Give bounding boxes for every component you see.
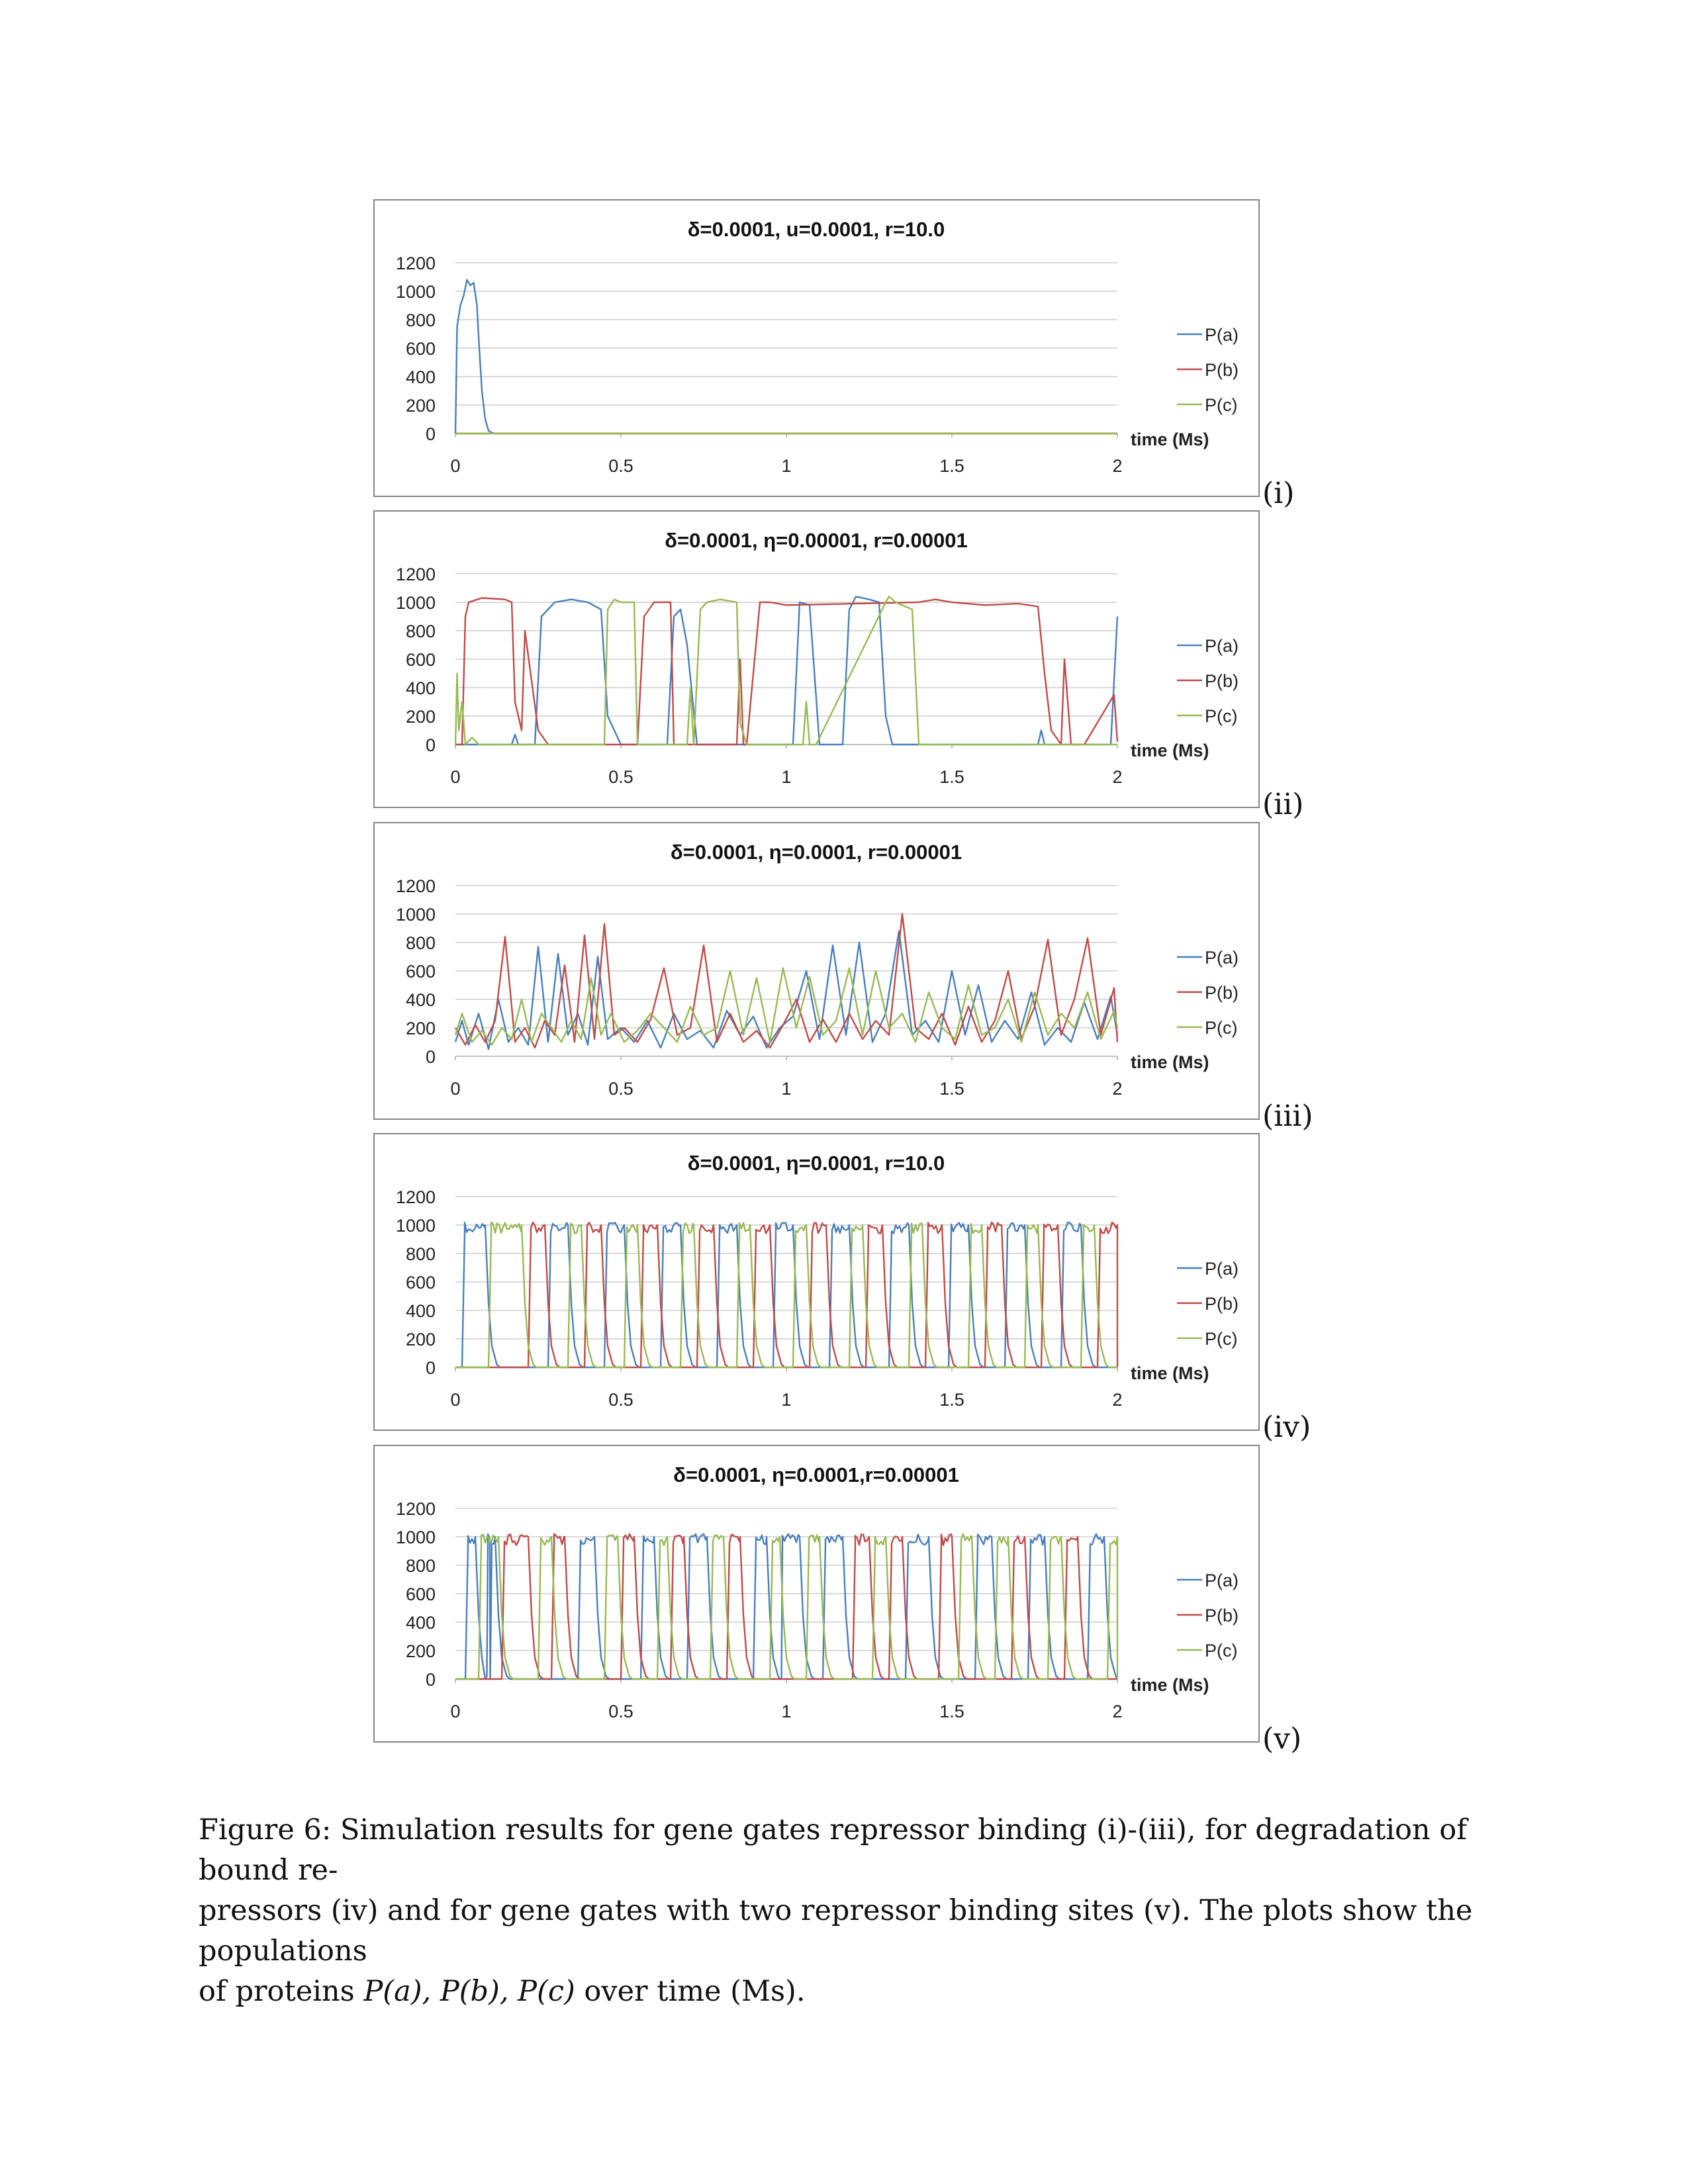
- x-axis-label: time (Ms): [1131, 1675, 1209, 1695]
- x-tick-label: 1.5: [939, 1702, 964, 1721]
- legend-label: P(c): [1205, 706, 1238, 726]
- y-tick-label: 0: [425, 1670, 436, 1690]
- x-tick-label: 0: [450, 1390, 461, 1410]
- panel-label: (iii): [1262, 1099, 1313, 1133]
- y-tick-label: 1000: [395, 593, 436, 613]
- x-tick-label: 0.5: [608, 1702, 633, 1721]
- y-tick-label: 200: [405, 396, 436, 416]
- x-tick-label: 0: [450, 767, 461, 787]
- panel-label: (iv): [1262, 1410, 1311, 1444]
- legend-label: P(a): [1205, 325, 1239, 345]
- chart-title: δ=0.0001, η=0.0001,r=0.00001: [673, 1463, 959, 1486]
- y-tick-label: 400: [405, 1301, 436, 1321]
- x-axis-label: time (Ms): [1131, 1363, 1209, 1383]
- y-tick-label: 1200: [395, 253, 436, 273]
- caption-line-2: pressors (iv) and for gene gates with two repressor binding sites (v). The plots show the populations: [199, 1894, 1473, 1968]
- x-tick-label: 1: [781, 767, 792, 787]
- y-tick-label: 0: [425, 735, 436, 755]
- panel-label: (i): [1262, 477, 1295, 510]
- x-tick-label: 1.5: [939, 767, 964, 787]
- x-tick-label: 2: [1112, 1702, 1123, 1721]
- legend-label: P(c): [1205, 1018, 1238, 1038]
- panel-label: (ii): [1262, 788, 1304, 821]
- legend-label: P(a): [1205, 1570, 1239, 1590]
- chart-title: δ=0.0001, u=0.0001, r=10.0: [687, 218, 945, 241]
- x-tick-label: 0.5: [608, 456, 633, 476]
- y-tick-label: 1000: [395, 1216, 436, 1236]
- x-tick-label: 2: [1112, 767, 1123, 787]
- x-tick-label: 1: [781, 456, 792, 476]
- x-axis-label: time (Ms): [1131, 1052, 1209, 1072]
- chart-panel-v: [374, 1445, 1301, 1756]
- x-axis-label: time (Ms): [1131, 430, 1209, 449]
- y-tick-label: 400: [405, 678, 436, 698]
- y-tick-label: 1200: [395, 876, 436, 896]
- legend-label: P(b): [1205, 671, 1239, 691]
- legend-label: P(a): [1205, 1259, 1239, 1279]
- legend-label: P(a): [1205, 948, 1239, 968]
- legend-label: P(c): [1205, 1329, 1238, 1349]
- caption-line-1: [199, 1810, 1489, 1891]
- x-tick-label: 1: [781, 1079, 792, 1099]
- chart-panel-ii: [374, 511, 1303, 821]
- caption-line3-prefix: of proteins: [199, 1975, 364, 2008]
- x-tick-label: 0.5: [608, 767, 633, 787]
- y-tick-label: 800: [405, 310, 436, 330]
- y-tick-label: 400: [405, 990, 436, 1010]
- x-tick-label: 0.5: [608, 1079, 633, 1099]
- chart-title: δ=0.0001, η=0.0001, r=10.0: [687, 1152, 945, 1175]
- chart-panel-i: [374, 200, 1294, 510]
- y-tick-label: 400: [405, 367, 436, 387]
- y-tick-label: 0: [425, 424, 436, 444]
- y-tick-label: 1000: [395, 282, 436, 302]
- chart-panel-iii: [374, 823, 1313, 1133]
- x-tick-label: 2: [1112, 1390, 1123, 1410]
- x-tick-label: 1.5: [939, 1390, 964, 1410]
- legend-label: P(b): [1205, 983, 1239, 1003]
- y-tick-label: 800: [405, 1556, 436, 1576]
- x-tick-label: 0: [450, 1079, 461, 1099]
- legend-label: P(a): [1205, 636, 1239, 656]
- y-tick-label: 1200: [395, 1187, 436, 1207]
- caption-label: Figure 6:: [199, 1813, 332, 1846]
- x-tick-label: 1.5: [939, 456, 964, 476]
- y-tick-label: 0: [425, 1358, 436, 1378]
- y-tick-label: 200: [405, 1019, 436, 1038]
- y-tick-label: 600: [405, 650, 436, 670]
- y-tick-label: 200: [405, 1330, 436, 1349]
- y-tick-label: 600: [405, 339, 436, 359]
- panel-label: (v): [1262, 1722, 1302, 1756]
- legend-label: P(c): [1205, 395, 1238, 415]
- caption-line-3: [199, 1972, 1489, 2012]
- y-tick-label: 1200: [395, 565, 436, 584]
- y-tick-label: 600: [405, 1584, 436, 1604]
- caption-line1-text: Simulation results for gene gates repressor binding (i)-(iii), for degradation of bound re-: [199, 1813, 1468, 1887]
- y-tick-label: 800: [405, 1244, 436, 1264]
- chart-panel-iv: [374, 1134, 1311, 1444]
- legend-label: P(b): [1205, 360, 1239, 380]
- y-tick-label: 1000: [395, 1527, 436, 1547]
- caption-line3-suffix: over time (Ms).: [575, 1975, 806, 2008]
- legend-label: P(b): [1205, 1606, 1239, 1625]
- x-axis-label: time (Ms): [1131, 741, 1209, 760]
- x-tick-label: 0: [450, 1702, 461, 1721]
- y-tick-label: 200: [405, 1641, 436, 1661]
- y-tick-label: 800: [405, 621, 436, 641]
- chart-title: δ=0.0001, η=0.00001, r=0.00001: [665, 529, 968, 552]
- y-tick-label: 200: [405, 707, 436, 727]
- y-tick-label: 600: [405, 962, 436, 981]
- x-tick-label: 1: [781, 1702, 792, 1721]
- legend-label: P(c): [1205, 1641, 1238, 1661]
- caption-protein-vars: P(a), P(b), P(c): [363, 1975, 575, 2008]
- x-tick-label: 2: [1112, 1079, 1123, 1099]
- y-tick-label: 400: [405, 1613, 436, 1633]
- x-tick-label: 0.5: [608, 1390, 633, 1410]
- y-tick-label: 1000: [395, 905, 436, 925]
- y-tick-label: 600: [405, 1273, 436, 1293]
- x-tick-label: 2: [1112, 456, 1123, 476]
- y-tick-label: 0: [425, 1047, 436, 1067]
- x-tick-label: 1: [781, 1390, 792, 1410]
- y-tick-label: 800: [405, 933, 436, 953]
- chart-title: δ=0.0001, η=0.0001, r=0.00001: [670, 841, 962, 864]
- x-tick-label: 1.5: [939, 1079, 964, 1099]
- figure-caption: [199, 1810, 1489, 2012]
- legend-label: P(b): [1205, 1294, 1239, 1314]
- x-tick-label: 0: [450, 456, 461, 476]
- y-tick-label: 1200: [395, 1499, 436, 1519]
